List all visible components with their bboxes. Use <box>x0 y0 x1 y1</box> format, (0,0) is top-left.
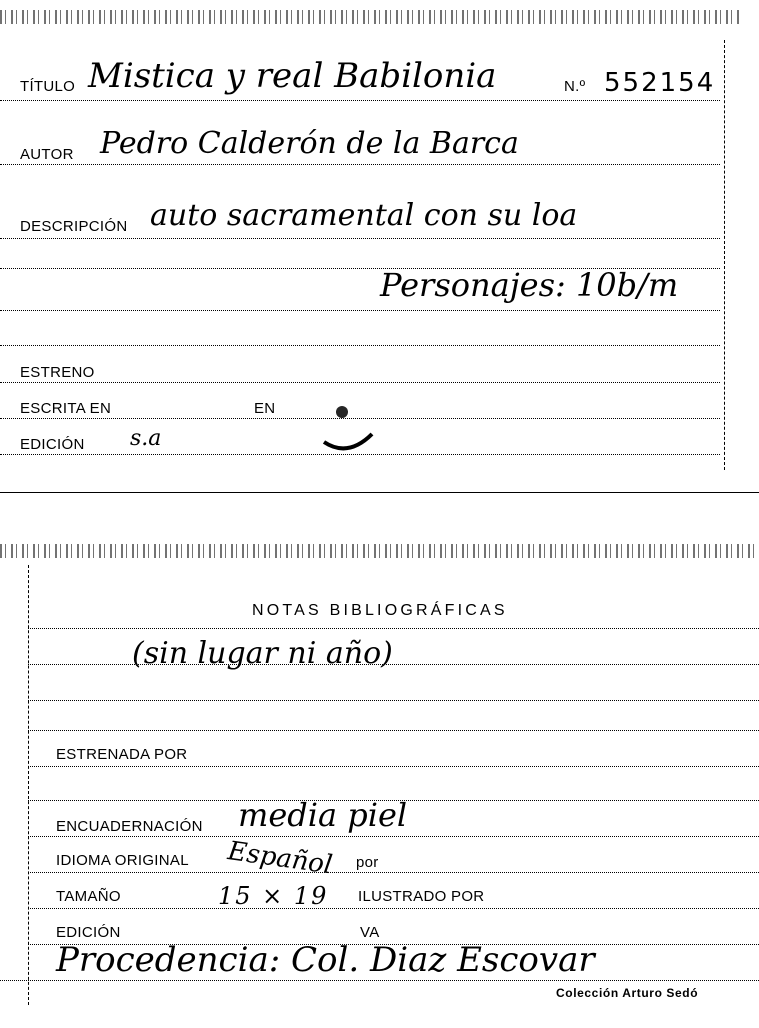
procedencia-value: Procedencia: Col. Diaz Escovar <box>56 940 595 980</box>
rule-line <box>28 872 759 873</box>
autor-label: AUTOR <box>20 146 74 163</box>
rule-line <box>0 310 720 311</box>
edicion2-label: EDICIÓN <box>56 924 121 941</box>
titulo-value: Mistica y real Babilonia <box>88 56 497 96</box>
scan-noise-middle <box>0 544 759 558</box>
coleccion-label: Colección Arturo Sedó <box>556 986 699 1000</box>
rule-line <box>28 700 759 701</box>
rule-line <box>0 980 759 981</box>
rule-line <box>0 238 720 239</box>
nota-value: (sin lugar ni año) <box>132 636 393 671</box>
tamano-value: 15 × 19 <box>218 882 329 910</box>
rule-line <box>0 382 720 383</box>
idioma-label: IDIOMA ORIGINAL <box>56 852 189 869</box>
numero-label: N.º <box>564 78 586 95</box>
rule-line <box>28 766 759 767</box>
encuadernacion-label: ENCUADERNACIÓN <box>56 818 203 835</box>
estrenada-label: ESTRENADA POR <box>56 746 188 763</box>
va-label: VA <box>360 924 380 941</box>
numero-value: 552154 <box>604 68 716 98</box>
titulo-label: TÍTULO <box>20 78 76 95</box>
descripcion-label: DESCRIPCIÓN <box>20 218 128 235</box>
rule-line <box>0 345 720 346</box>
scan-noise-top <box>0 10 740 24</box>
estreno-label: ESTRENO <box>20 364 95 381</box>
rule-line <box>28 730 759 731</box>
left-margin-line <box>28 565 29 1005</box>
encuadernacion-value: media piel <box>238 796 408 834</box>
personajes-value: Personajes: 10b/m <box>380 266 679 304</box>
rule-line <box>28 836 759 837</box>
ilustrado-label: ILUSTRADO POR <box>358 888 485 905</box>
descripcion-value: auto sacramental con su loa <box>150 198 578 233</box>
por-label: por <box>356 854 379 871</box>
card-divider <box>0 492 759 493</box>
autor-value: Pedro Calderón de la Barca <box>100 126 519 161</box>
stamp-mark <box>320 400 380 455</box>
en-label: EN <box>254 400 276 417</box>
rule-line <box>28 908 759 909</box>
edicion-label: EDICIÓN <box>20 436 85 453</box>
tamano-label: TAMAÑO <box>56 888 121 905</box>
edicion-value: s.a <box>130 426 162 451</box>
escrita-label: ESCRITA EN <box>20 400 112 417</box>
rule-line <box>0 164 720 165</box>
rule-line <box>28 628 759 629</box>
rule-line <box>0 100 720 101</box>
right-margin-line <box>724 40 725 470</box>
idioma-value: Español <box>225 836 335 881</box>
notas-heading: NOTAS BIBLIOGRÁFICAS <box>252 602 508 619</box>
